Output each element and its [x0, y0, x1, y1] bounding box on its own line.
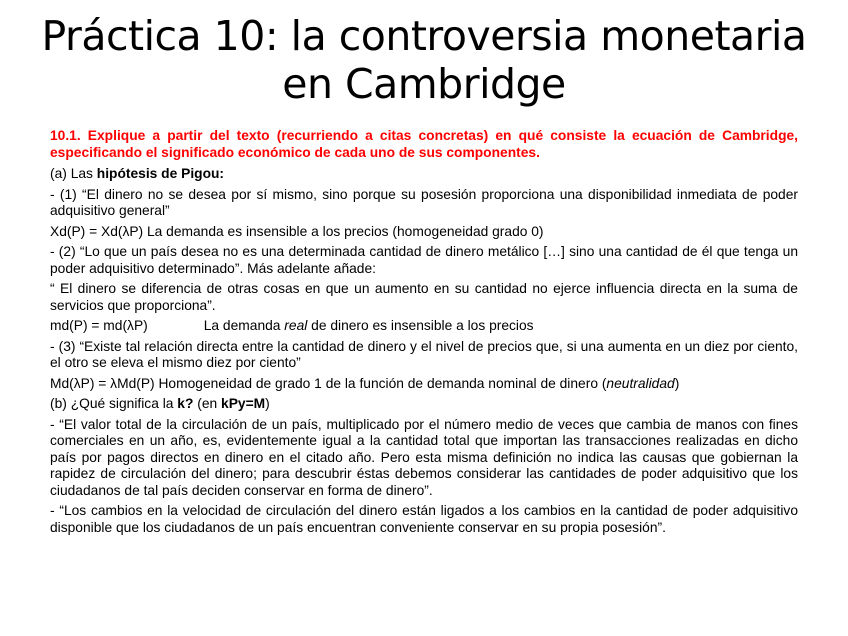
- quote-1: - (1) “El dinero no se desea por sí mismo, sino porque su posesión proporciona una disponibilidad inmediata de poder adquisitivo general”: [50, 186, 798, 218]
- formula-3-post: ): [674, 375, 680, 391]
- formula-2: [50, 318, 798, 335]
- formula-2-italic: real: [284, 318, 308, 333]
- question-text: 10.1. Explique a partir del texto (recurriendo a citas concretas) en qué consiste la ecuación de Cambridge, especificando el significado económico de cada uno de sus componentes.: [50, 128, 798, 160]
- quote-4: - “El valor total de la circulación de un país, multiplicado por el número medio de veces que cambia de manos con fines comerciales en un año, es, evidentemente igual a la cantidad total que importan las transacciones realizadas en dicho país por pagos directos en dinero en el citado año. Pero esta misma definición no indica las causas que gobiernan la rapidez de circulación del dinero; para descubrir éstas debemos considerar las cantidades de poder adquisitivo que los ciudadanos de tal país deciden conservar en forma de dinero”.: [50, 416, 798, 498]
- formula-2-post: de dinero es insensible a los precios: [307, 318, 534, 333]
- part-b-bold-1: k?: [177, 396, 194, 411]
- formula-3-pre: Md(λP) = λMd(P) Homogeneidad de grado 1 de la función de demanda nominal de dinero (: [50, 375, 607, 391]
- quote-2b: “ El dinero se diferencia de otras cosas en que un aumento en su cantidad no ejerce influencia directa en la suma de servicios que proporciona”.: [50, 281, 798, 313]
- slide-body: [50, 128, 798, 540]
- quote-3: - (3) “Existe tal relación directa entre la cantidad de dinero y el nivel de precios que, si una aumenta en un diez por ciento, el otro se eleva el mismo diez por ciento”: [50, 338, 798, 370]
- part-a-bold: hipótesis de Pigou:: [96, 166, 225, 181]
- slide-title: [30, 12, 818, 108]
- formula-3: [50, 376, 798, 393]
- formula-3-italic: neutralidad: [606, 375, 675, 391]
- part-a-prefix: (a) Las: [50, 166, 97, 181]
- part-b-post: ): [265, 396, 270, 411]
- formula-2-pre: La demanda: [203, 318, 285, 333]
- slide-title-line-2: en Cambridge: [282, 60, 566, 108]
- quote-2: - (2) “Lo que un país desea no es una determinada cantidad de dinero metálico […] sino una cantidad de él que tenga un poder adquisitivo determinado”. Más adelante añade:: [50, 244, 798, 276]
- part-b-bold-2: kPy=M: [221, 396, 266, 411]
- slide-title-line-1: Práctica 10: la controversia monetaria: [41, 12, 807, 60]
- part-b-mid: (en: [193, 396, 222, 411]
- part-b-pre: (b) ¿Qué significa la: [50, 396, 178, 411]
- part-a-heading: [50, 166, 798, 183]
- part-b-heading: [50, 396, 798, 413]
- formula-2-eq: md(P) = md(λP): [50, 318, 148, 333]
- formula-1: Xd(P) = Xd(λP) La demanda es insensible a los precios (homogeneidad grado 0): [50, 223, 544, 239]
- quote-5: - “Los cambios en la velocidad de circulación del dinero están ligados a los cambios en la cantidad de poder adquisitivo disponible que los ciudadanos de un país encuentran conveniente conservar en su propia posesión”.: [50, 503, 798, 535]
